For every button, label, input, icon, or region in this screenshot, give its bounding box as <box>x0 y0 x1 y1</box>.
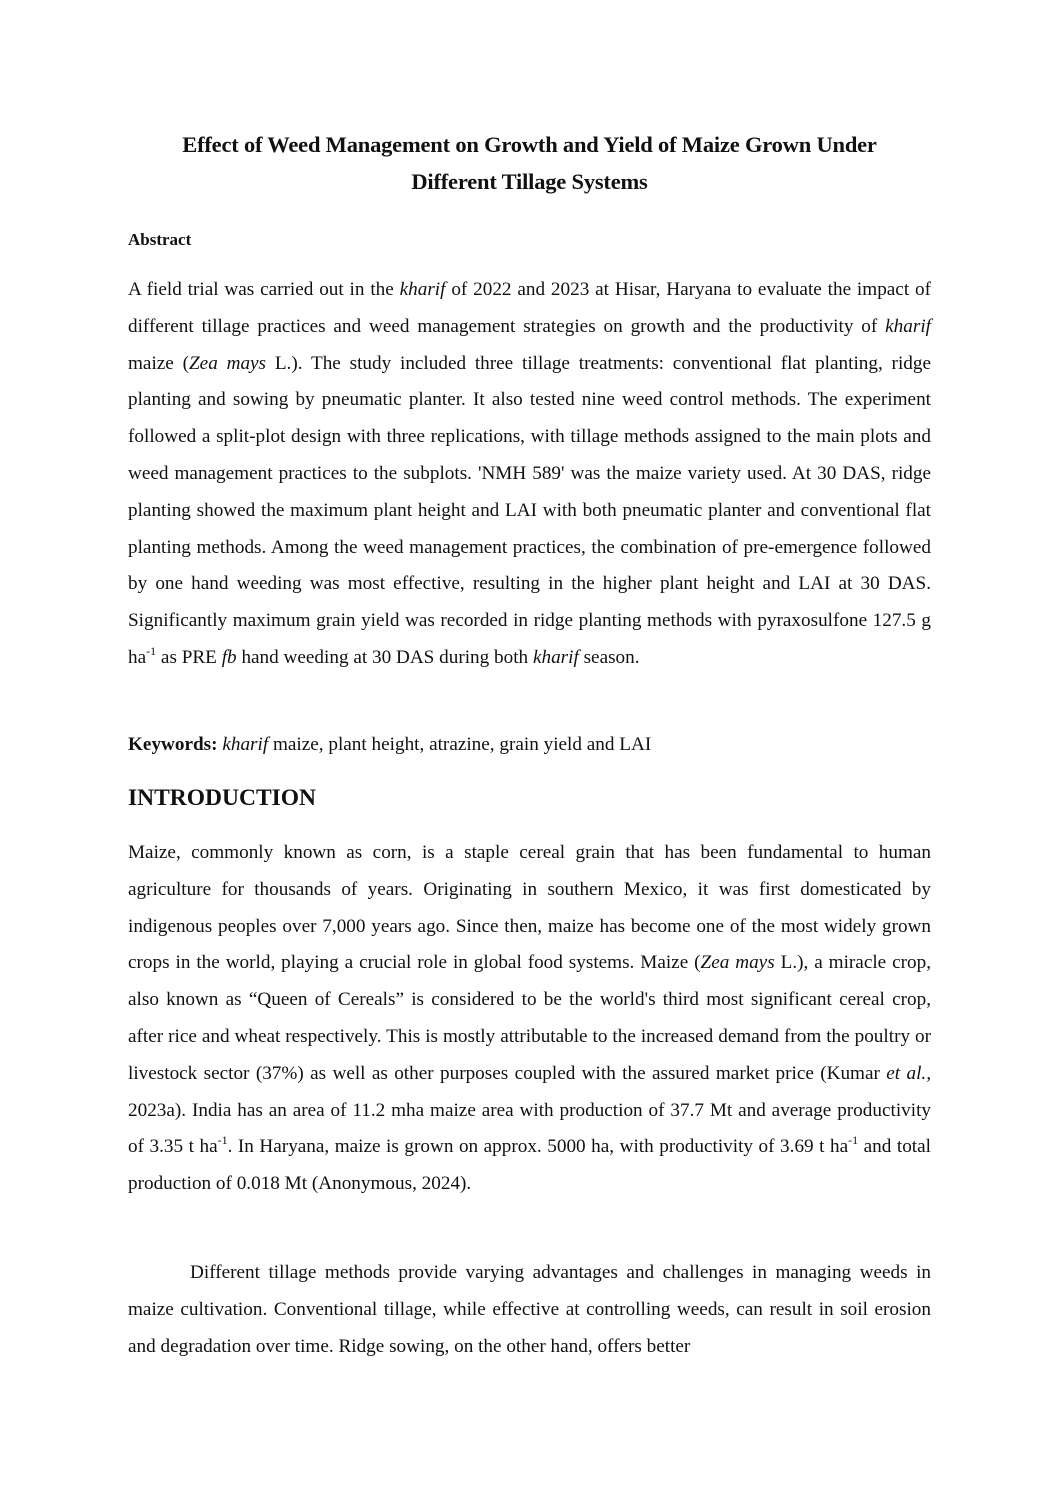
keywords-label: Keywords: <box>128 734 218 755</box>
paper-title <box>128 126 931 200</box>
keywords-italic: kharif <box>222 734 269 755</box>
abstract-text <box>128 272 931 677</box>
abstract-italic: kharif <box>532 646 579 668</box>
abstract-segment: as PRE <box>156 646 222 668</box>
abstract-italic: fb <box>221 646 237 668</box>
intro-italic: Zea mays <box>700 952 775 974</box>
intro-italic: et al., <box>886 1062 931 1084</box>
intro-segment: 2023a). India has an area of 11.2 mha maize area with production of 37.7 Mt and average productivity of 3.35 t ha <box>128 1099 931 1158</box>
title-line-1: Effect of Weed Management on Growth and Yield of Maize Grown Under <box>182 132 877 157</box>
abstract-italic: kharif <box>885 315 931 337</box>
abstract-segment: of 2022 and 2023 at Hisar, Haryana to evaluate the impact of different tillage practices and weed management strategies on growth and the productivity of <box>128 279 931 337</box>
intro-superscript: -1 <box>848 1133 859 1148</box>
abstract-segment: A field trial was carried out in the <box>128 279 400 300</box>
introduction-heading: INTRODUCTION <box>128 785 317 811</box>
intro-segment: Maize, commonly known as corn, is a staple cereal grain that has been fundamental to human agriculture for thousands of years. Originating in southern Mexico, it was first domesticated by indigenous peoples over 7,000 years ago. Since then, maize has become one of the most widely grown crops in the world, playing a crucial role in global food systems. Maize ( <box>128 842 931 974</box>
introduction-paragraph-2: Different tillage methods provide varying advantages and challenges in managing weeds in maize cultivation. Conventional tillage, while effective at controlling weeds, can result in soil erosion and degradation over time. Ridge sowing, on the other hand, offers better <box>128 1262 931 1357</box>
abstract-label: Abstract <box>128 230 192 249</box>
introduction-paragraph-1 <box>128 835 931 1203</box>
abstract-italic: Zea mays <box>189 352 267 374</box>
title-line-2: Different Tillage Systems <box>411 169 648 194</box>
intro-segment: and total production of 0.018 Mt (Anonymous, 2024). <box>128 1136 931 1195</box>
abstract-segment: maize ( <box>128 352 189 374</box>
abstract-segment: L.). The study included three tillage treatments: conventional flat planting, ridge planting and sowing by pneumatic planter. It also tested nine weed control methods. The experiment followed a split-plot design with three replications, with tillage methods assigned to the main plots and weed management practices to the subplots. 'NMH 589' was the maize variety used. At 30 DAS, ridge planting showed the maximum plant height and LAI with both pneumatic planter and conventional flat planting methods. Among the weed management practices, the combination of pre-emergence followed by one hand weeding was most effective, resulting in the higher plant height and LAI at 30 DAS. Significantly maximum grain yield was recorded in ridge planting methods with pyraxosulfone 127.5 g ha <box>128 352 931 668</box>
intro-segment: L.), a miracle crop, also known as “Queen of Cereals” is considered to be the world's third most significant cereal crop, after rice and wheat respectively. This is mostly attributable to the increased demand from the poultry or livestock sector (37%) as well as other purposes coupled with the assured market price (Kumar <box>128 952 931 1084</box>
keywords <box>128 727 931 764</box>
abstract-segment: season. <box>578 646 640 668</box>
abstract-segment: hand weeding at 30 DAS during both <box>236 646 533 668</box>
keywords-list: maize, plant height, atrazine, grain yield and LAI <box>268 734 652 755</box>
abstract-superscript: -1 <box>146 643 157 658</box>
intro-segment: . In Haryana, maize is grown on approx. 5000 ha, with productivity of 3.69 t ha <box>227 1136 849 1158</box>
intro-superscript: -1 <box>217 1133 228 1148</box>
abstract-italic: kharif <box>399 279 446 300</box>
